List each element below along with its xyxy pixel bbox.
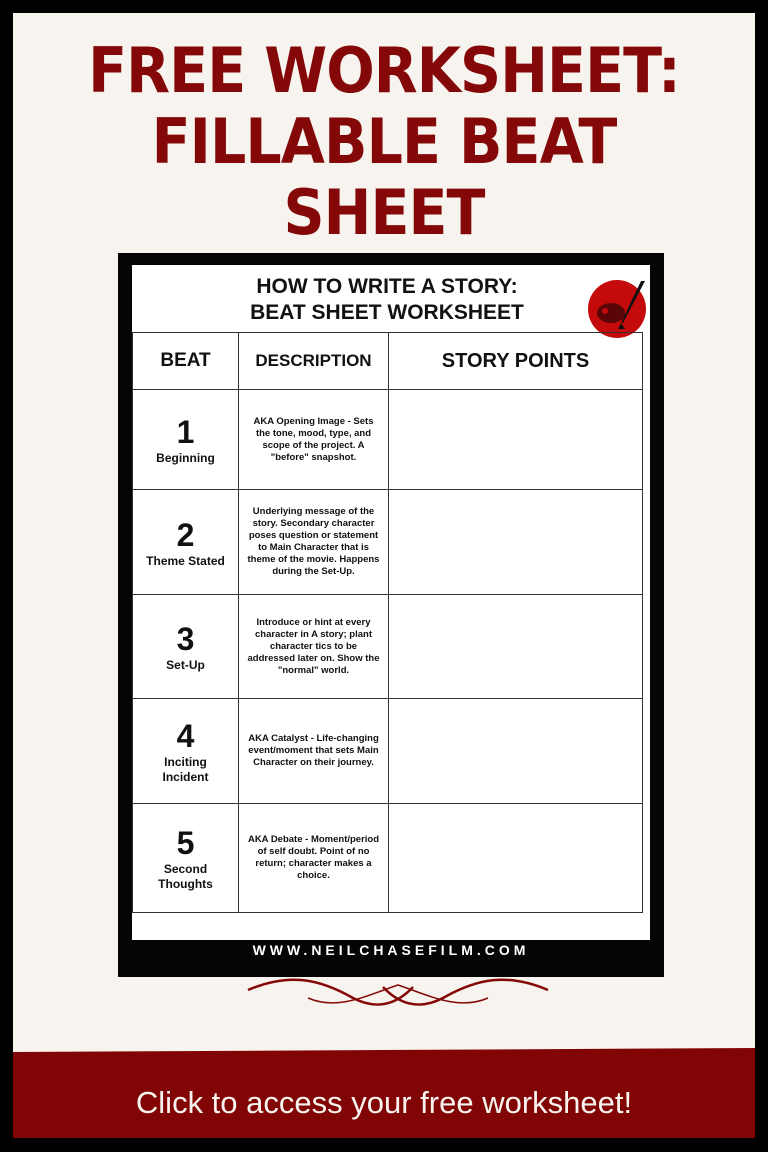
beat-cell	[133, 595, 239, 699]
beat-name: Theme Stated	[146, 553, 225, 568]
headline-line: SHEET	[283, 176, 485, 249]
beat-description: AKA Debate - Moment/period of self doubt. Point of no return; character makes a choice.	[239, 804, 389, 913]
beat-name: Set-Up	[166, 658, 205, 672]
beat-description: AKA Catalyst - Life-changing event/moment that sets Main Character on their journey.	[239, 699, 389, 804]
beat-number: 2	[176, 516, 195, 553]
story-points-field[interactable]	[389, 490, 643, 595]
headline-line: FREE WORKSHEET:	[88, 34, 680, 107]
beat-description: AKA Opening Image - Sets the tone, mood, type, and scope of the project. A "before" snapshot.	[239, 390, 389, 490]
beat-description: Underlying message of the story. Secondary character poses question or statement to Main Character that is theme of the movie. Happens during the Set-Up.	[239, 490, 389, 595]
worksheet-title	[132, 265, 642, 332]
table-row	[133, 595, 643, 699]
headline-line: FILLABLE BEAT	[151, 105, 617, 178]
beat-number: 3	[176, 621, 195, 657]
beat-description: Introduce or hint at every character in A story; plant character tics to be addressed later on. Show the "normal" world.	[239, 595, 389, 699]
skull-quill-logo-icon	[587, 277, 649, 339]
table-row	[133, 490, 643, 595]
beat-name: Second Thoughts	[158, 862, 213, 891]
beat-name: Beginning	[156, 451, 215, 465]
table-row	[133, 699, 643, 804]
pin-graphic	[13, 13, 755, 1138]
worksheet-preview[interactable]	[118, 253, 664, 977]
beat-table	[132, 332, 643, 913]
cta-text[interactable]: Click to access your free worksheet!	[135, 1085, 633, 1120]
column-header-story-points: STORY POINTS	[389, 333, 643, 390]
beat-cell	[133, 699, 239, 804]
beat-cell	[133, 490, 239, 595]
story-points-field[interactable]	[389, 390, 643, 490]
website-url[interactable]: WWW.NEILCHASEFILM.COM	[252, 942, 530, 958]
headline	[43, 35, 726, 248]
table-row	[133, 390, 643, 490]
worksheet-page	[132, 265, 650, 940]
beat-cell	[133, 390, 239, 490]
decorative-swirl-icon	[238, 973, 558, 1013]
column-header-beat: BEAT	[133, 333, 239, 390]
story-points-field[interactable]	[389, 595, 643, 699]
story-points-field[interactable]	[389, 699, 643, 804]
beat-name: Inciting Incident	[162, 755, 209, 784]
table-row	[133, 804, 643, 913]
column-header-description: DESCRIPTION	[239, 333, 389, 390]
beat-number: 1	[176, 414, 195, 450]
beat-number: 4	[176, 718, 195, 754]
beat-number: 5	[176, 825, 195, 861]
table-header	[133, 333, 643, 390]
beat-cell	[133, 804, 239, 913]
title-line: BEAT SHEET WORKSHEET	[250, 301, 524, 324]
title-line: HOW TO WRITE A STORY:	[256, 275, 518, 298]
story-points-field[interactable]	[389, 804, 643, 913]
